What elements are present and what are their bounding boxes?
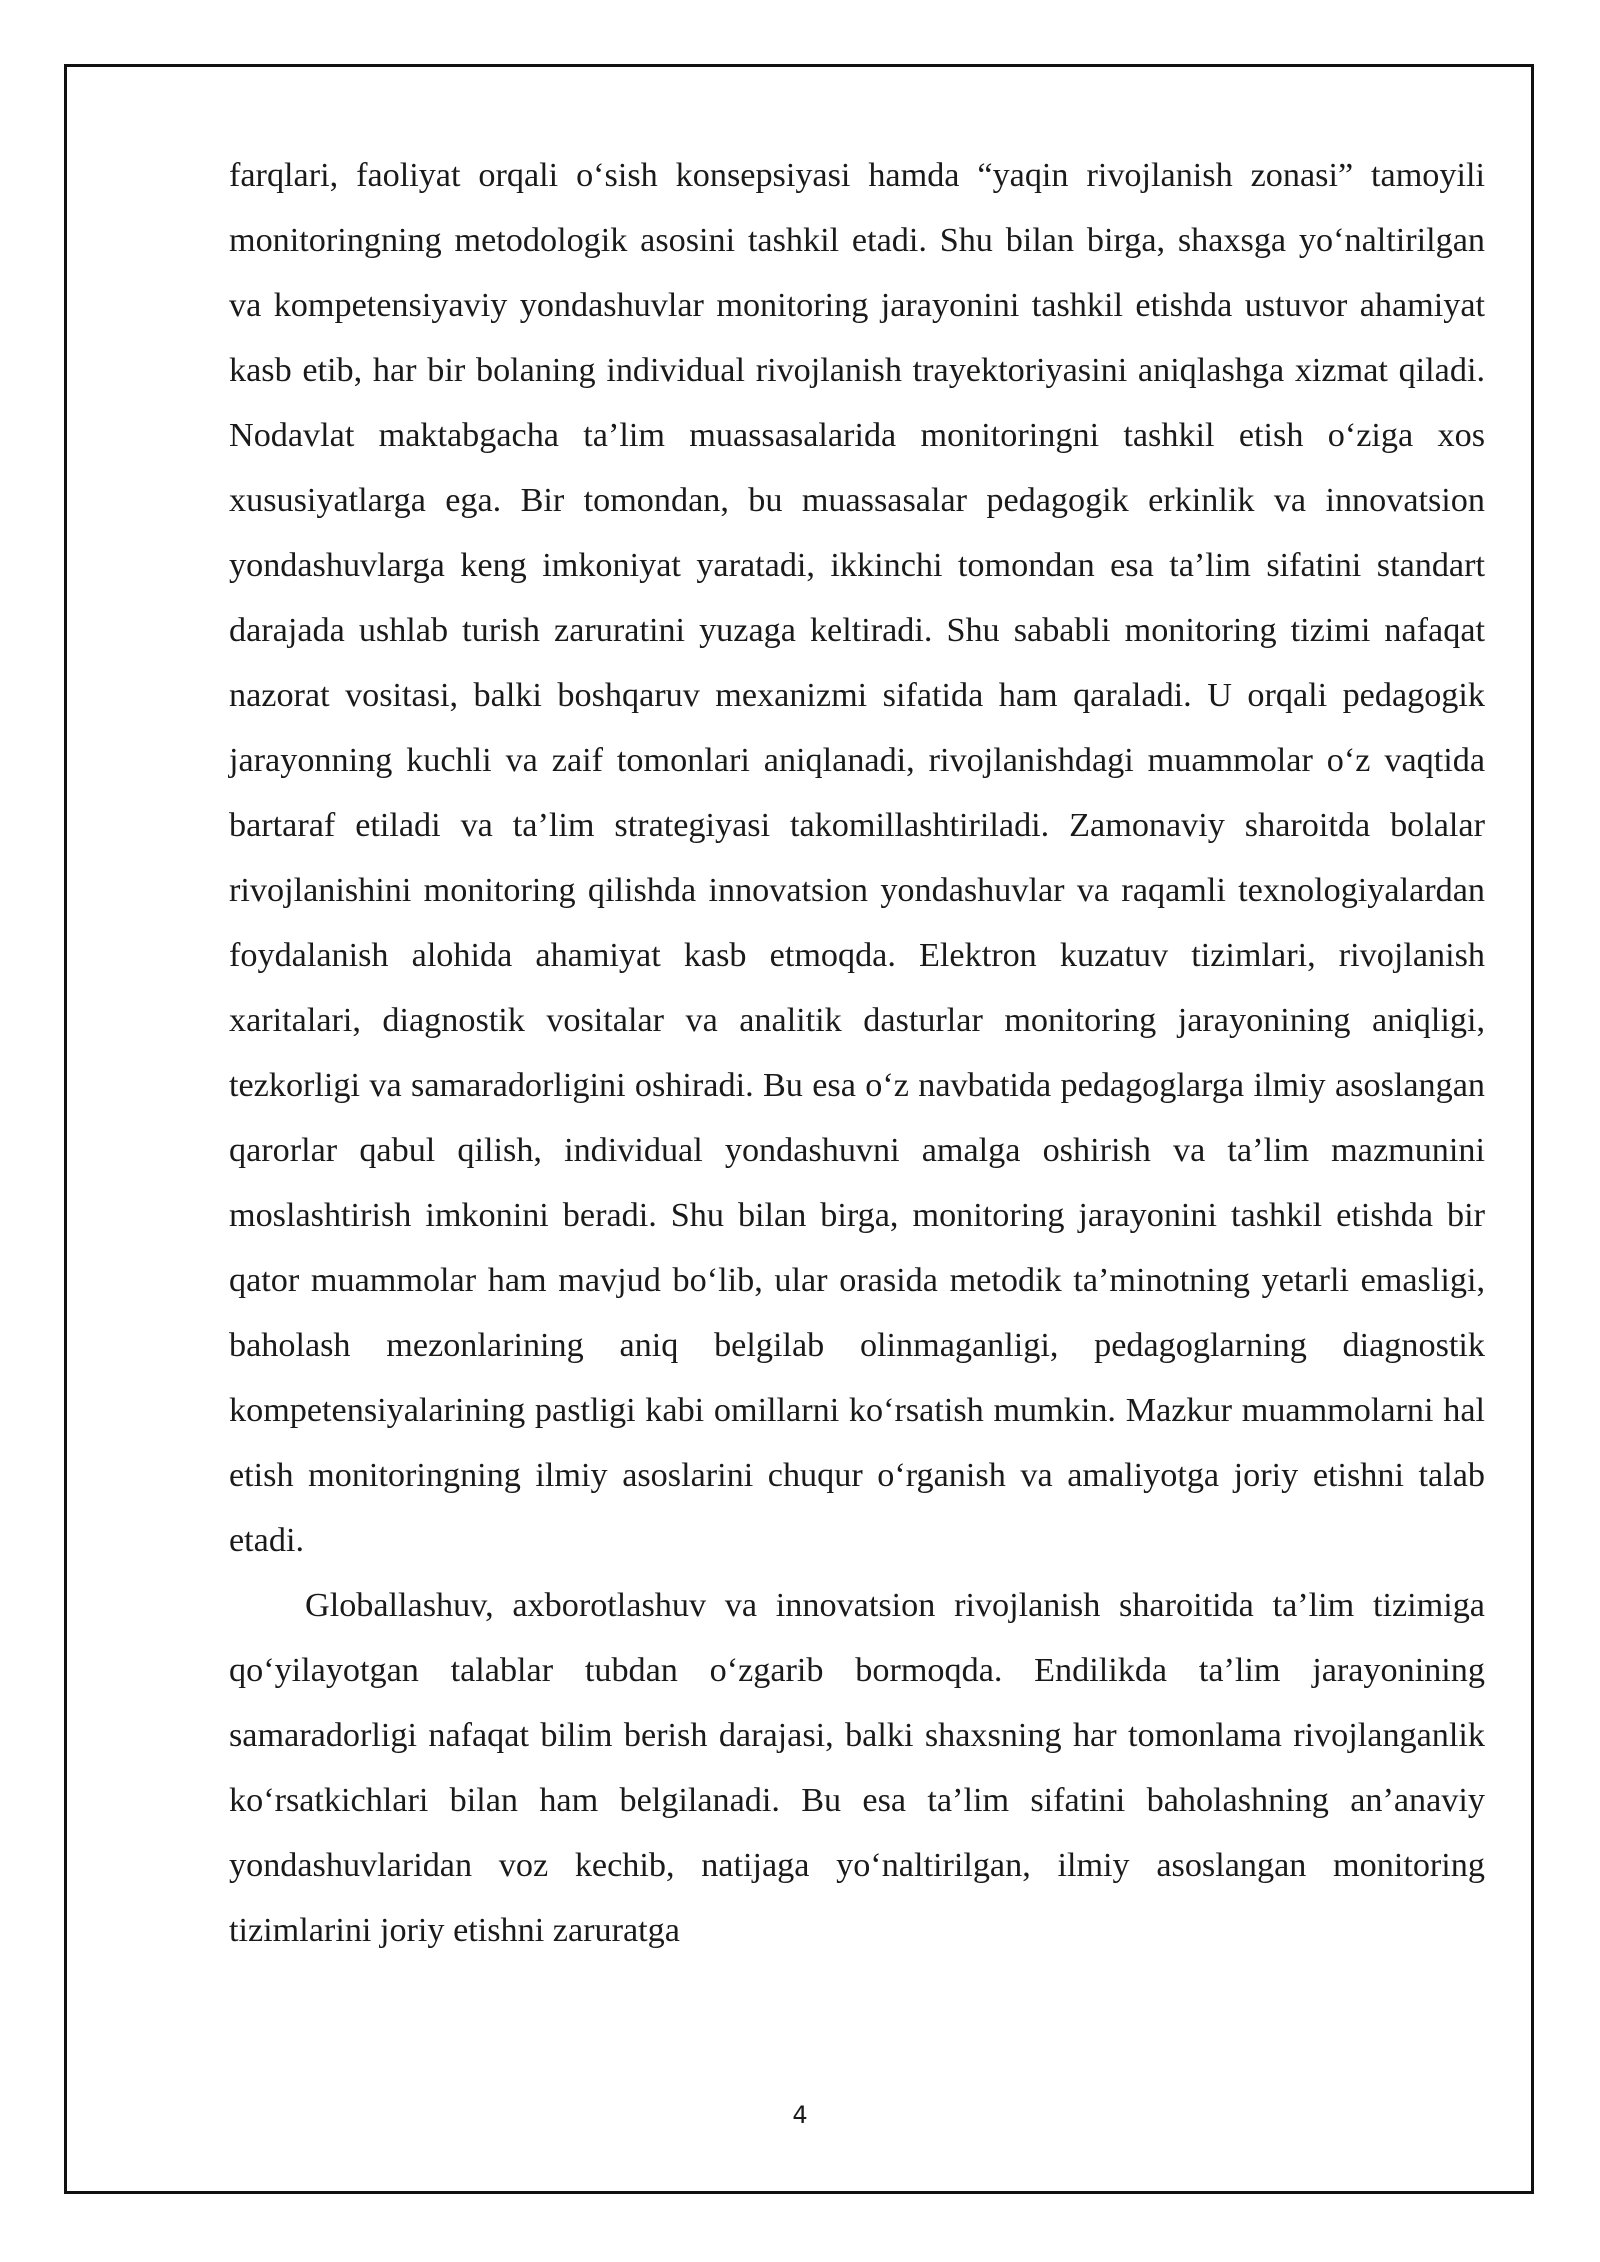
body-text xyxy=(229,143,1485,1963)
paragraph-continued: farqlari, faoliyat orqali o‘sish konsepsiyasi hamda “yaqin rivojlanish zonasi” tamoyili monitoringning metodologik asosini tashkil etadi. Shu bilan birga, shaxsga yo‘naltirilgan va kompetensiyaviy yondashuvlar monitoring jarayonini tashkil etishda ustuvor ahamiyat kasb etib, har bir bolaning individual rivojlanish trayektoriyasini aniqlashga xizmat qiladi. Nodavlat maktabgacha ta’lim muassasalarida monitoringni tashkil etish o‘ziga xos xususiyatlarga ega. Bir tomondan, bu muassasalar pedagogik erkinlik va innovatsion yondashuvlarga keng imkoniyat yaratadi, ikkinchi tomondan esa ta’lim sifatini standart darajada ushlab turish zaruratini yuzaga keltiradi. Shu sababli monitoring tizimi nafaqat nazorat vositasi, balki boshqaruv mexanizmi sifatida ham qaraladi. U orqali pedagogik jarayonning kuchli va zaif tomonlari aniqlanadi, rivojlanishdagi muammolar o‘z vaqtida bartaraf etiladi va ta’lim strategiyasi takomillashtiriladi. Zamonaviy sharoitda bolalar rivojlanishini monitoring qilishda innovatsion yondashuvlar va raqamli texnologiyalardan foydalanish alohida ahamiyat kasb etmoqda. Elektron kuzatuv tizimlari, rivojlanish xaritalari, diagnostik vositalar va analitik dasturlar monitoring jarayonining aniqligi, tezkorligi va samaradorligini oshiradi. Bu esa o‘z navbatida pedagoglarga ilmiy asoslangan qarorlar qabul qilish, individual yondashuvni amalga oshirish va ta’lim mazmunini moslashtirish imkonini beradi. Shu bilan birga, monitoring jarayonini tashkil etishda bir qator muammolar ham mavjud bo‘lib, ular orasida metodik ta’minotning yetarli emasligi, baholash mezonlarining aniq belgilab olinmaganligi, pedagoglarning diagnostik kompetensiyalarining pastligi kabi omillarni ko‘rsatish mumkin. Mazkur muammolarni hal etish monitoringning ilmiy asoslarini chuqur o‘rganish va amaliyotga joriy etishni talab etadi. xyxy=(229,157,1485,1559)
paragraph-globallashuv: Globallashuv, axborotlashuv va innovatsion rivojlanish sharoitida ta’lim tizimiga qo‘yilayotgan talablar tubdan o‘zgarib bormoqda. Endilikda ta’lim jarayonining samaradorligi nafaqat bilim berish darajasi, balki shaxsning har tomonlama rivojlanganlik ko‘rsatkichlari bilan ham belgilanadi. Bu esa ta’lim sifatini baholashning an’anaviy yondashuvlaridan voz kechib, natijaga yo‘naltirilgan, ilmiy asoslangan monitoring tizimlarini joriy etishni zaruratga xyxy=(229,1587,1485,1949)
page-number: 4 xyxy=(792,2101,808,2129)
